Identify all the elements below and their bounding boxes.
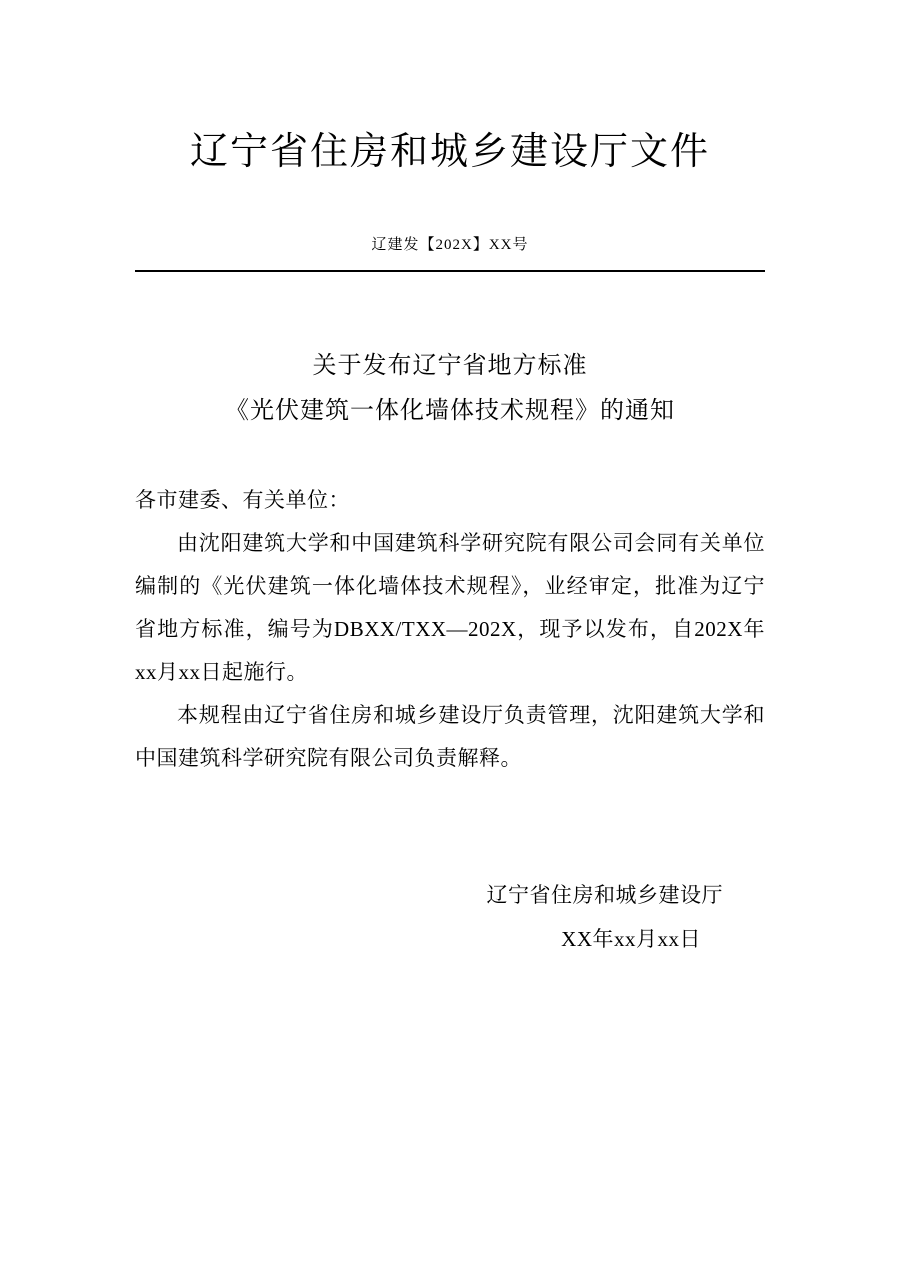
notice-title-line-1: 关于发布辽宁省地方标准 [312,353,588,380]
salutation: 各市建委、有关单位： [135,488,350,513]
header-divider [135,270,765,272]
signature-block [135,873,765,961]
document-header [135,0,765,272]
page-title: 辽宁省住房和城乡建设厅文件 [189,131,710,173]
signature-issuer: 辽宁省住房和城乡建设厅 [486,882,723,907]
notice-title [135,344,765,433]
body-paragraph-1: 由沈阳建筑大学和中国建筑科学研究院有限公司会同有关单位编制的《光伏建筑一体化墙体技术规程》，业经审定，批准为辽宁省地方标准，编号为DBXX/TXX—202X，现予以发布，自202X年xx月xx日起施行。 [135,531,765,685]
signature-date: XX年xx月xx日 [561,926,701,951]
notice-title-line-2: 《光伏建筑一体化墙体技术规程》的通知 [225,397,675,424]
body-paragraph-2: 本规程由辽宁省住房和城乡建设厅负责管理，沈阳建筑大学和中国建筑科学研究院有限公司负责解释。 [135,703,765,771]
document-number: 辽建发【202X】XX号 [371,237,529,254]
document-body [135,479,765,780]
